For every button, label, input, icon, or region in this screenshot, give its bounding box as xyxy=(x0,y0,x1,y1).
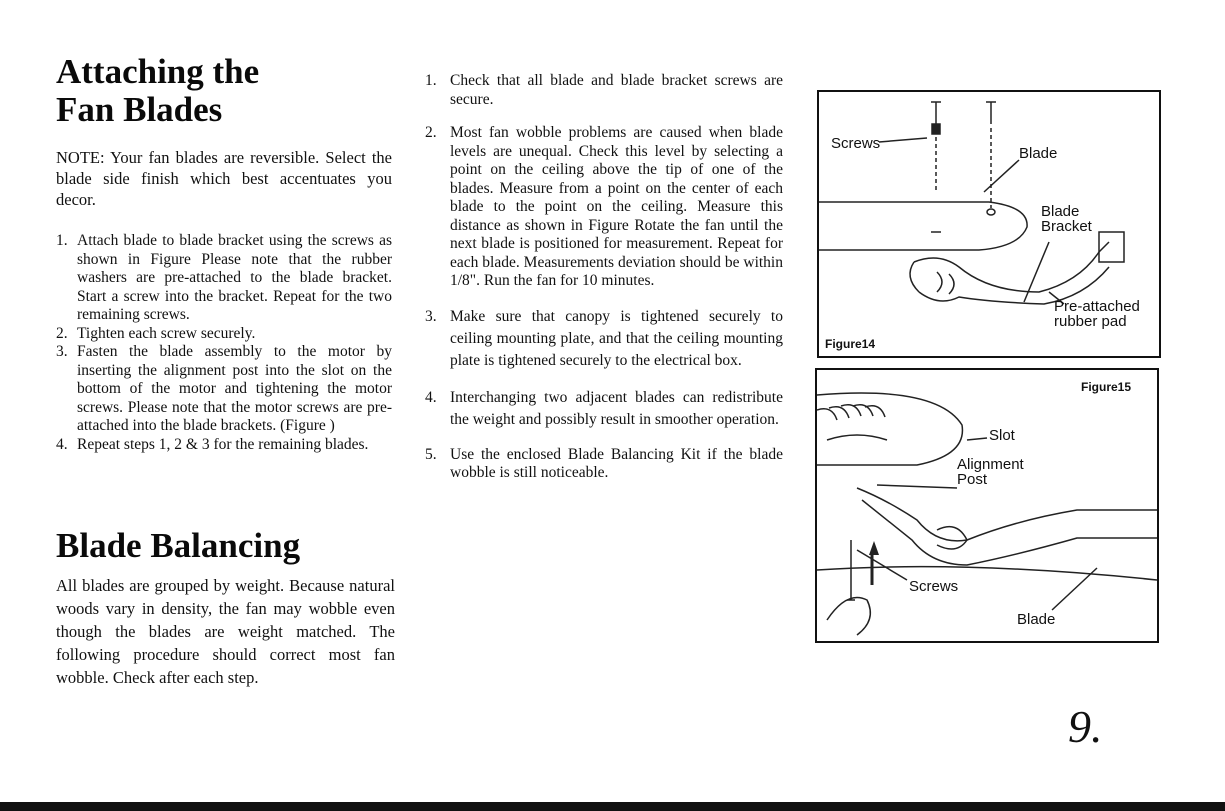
step-number: 4. xyxy=(425,388,437,406)
bracket-mount xyxy=(1099,232,1124,262)
list-item xyxy=(425,124,783,291)
step-number: 5. xyxy=(425,445,437,463)
callout-line: Bracket xyxy=(1041,218,1092,235)
step-text: Tighten each screw securely. xyxy=(77,324,256,342)
callout-screws: Screws xyxy=(909,578,959,595)
figure-15-drawing xyxy=(817,370,1157,641)
callout-blade: Blade xyxy=(1019,145,1058,162)
heading-line-2: Fan Blades xyxy=(56,90,223,129)
list-item xyxy=(425,446,783,483)
step-number: 3. xyxy=(56,343,68,360)
callout-slot: Slot xyxy=(989,427,1015,444)
blade-outline xyxy=(819,202,1027,250)
list-item xyxy=(56,343,392,436)
blade-leader xyxy=(1052,568,1097,610)
screw-1 xyxy=(931,102,941,232)
callout-line: Post xyxy=(957,471,988,488)
hand xyxy=(827,598,870,636)
step-number: 2. xyxy=(425,124,437,141)
callout-line: Pre-attached xyxy=(1054,298,1140,315)
figure-15 xyxy=(815,368,1159,643)
balancing-steps-list xyxy=(425,72,783,498)
arrow-up xyxy=(869,541,879,555)
callout-screws: Screws xyxy=(831,135,881,152)
screws-leader xyxy=(857,550,907,580)
step-text: Make sure that canopy is tightened securely to ceiling mounting plate, and that the ceiling mounting plate is tightened securely to the electrical box. xyxy=(450,307,783,369)
callout-blade-bracket xyxy=(1041,204,1092,234)
list-item xyxy=(56,232,392,325)
figure-14 xyxy=(817,90,1161,358)
step-number: 2. xyxy=(56,324,68,342)
figure-15-label: Figure15 xyxy=(1081,380,1132,394)
bottom-border xyxy=(0,802,1225,811)
callout-rubber-pad xyxy=(1054,299,1140,329)
step-text: Most fan wobble problems are caused when blade levels are unequal. Check this level by selecting a point on the ceiling above the tip of one of the blades. Measure from a point on the center of each blade to the point on the ceiling. Measure this distance as shown in Figure Rotate the fan until the next blade is positioned for measurement. Repeat for each blade. Measurements deviation should be within 1/8". Run the fan for 10 minutes. xyxy=(450,124,783,289)
slot-leader xyxy=(967,438,987,440)
section-heading-balancing: Blade Balancing xyxy=(56,526,301,565)
screwdriver xyxy=(847,540,855,600)
blade-leader xyxy=(984,160,1019,192)
balancing-paragraph: All blades are grouped by weight. Because natural woods vary in density, the fan may wobble even though the blades are weight matched. The following procedure should correct most fan wobble. Check after each step. xyxy=(56,576,395,687)
list-item xyxy=(425,72,783,109)
motor-housing xyxy=(817,393,962,465)
step-text: Repeat steps 1, 2 & 3 for the remaining blades. xyxy=(77,435,369,453)
callout-alignment-post xyxy=(957,457,1024,487)
step-number: 1. xyxy=(425,72,437,89)
list-item xyxy=(425,387,783,431)
callout-line: Alignment xyxy=(957,456,1024,473)
callout-blade: Blade xyxy=(1017,611,1056,628)
motor-vents xyxy=(817,405,885,420)
post-leader xyxy=(877,485,957,488)
bracket-leader xyxy=(1024,242,1049,302)
heading-line-1: Attaching the xyxy=(56,52,260,91)
attaching-steps-list xyxy=(56,232,392,454)
list-item xyxy=(56,436,392,455)
step-text: Fasten the blade assembly to the motor by inserting the alignment post into the slot on the bottom of the motor and tightening the motor screws. Please note that the motor screws are pre-attached into the blade brackets. (Figure ) xyxy=(77,343,392,434)
step-text: Interchanging two adjacent blades can redistribute the weight and possibly result in smoother operation. xyxy=(450,388,783,428)
list-item xyxy=(425,306,783,372)
figure-14-label: Figure14 xyxy=(825,337,876,351)
blade-edge xyxy=(817,567,1157,580)
page-number: 9. xyxy=(1068,701,1103,752)
screws-leader xyxy=(879,138,927,142)
step-text: Attach blade to blade bracket using the screws as shown in Figure Please note that the rubber washers are pre-attached to the blade bracket. Start a screw into the bracket. Repeat for the two remaining screws. xyxy=(77,232,392,323)
step-text: Use the enclosed Blade Balancing Kit if the blade wobble is still noticeable. xyxy=(450,445,783,481)
note-paragraph: NOTE: Your fan blades are reversible. Select the blade side finish which best accentuates you decor. xyxy=(56,148,392,209)
callout-line: Blade xyxy=(1041,203,1080,220)
step-number: 1. xyxy=(56,232,68,249)
section-heading-attaching xyxy=(56,53,259,129)
callout-line: rubber pad xyxy=(1054,313,1127,330)
screw-2 xyxy=(986,102,996,215)
list-item xyxy=(56,325,392,344)
step-number: 3. xyxy=(425,307,437,325)
step-text: Check that all blade and blade bracket screws are secure. xyxy=(450,72,783,108)
step-number: 4. xyxy=(56,435,68,453)
